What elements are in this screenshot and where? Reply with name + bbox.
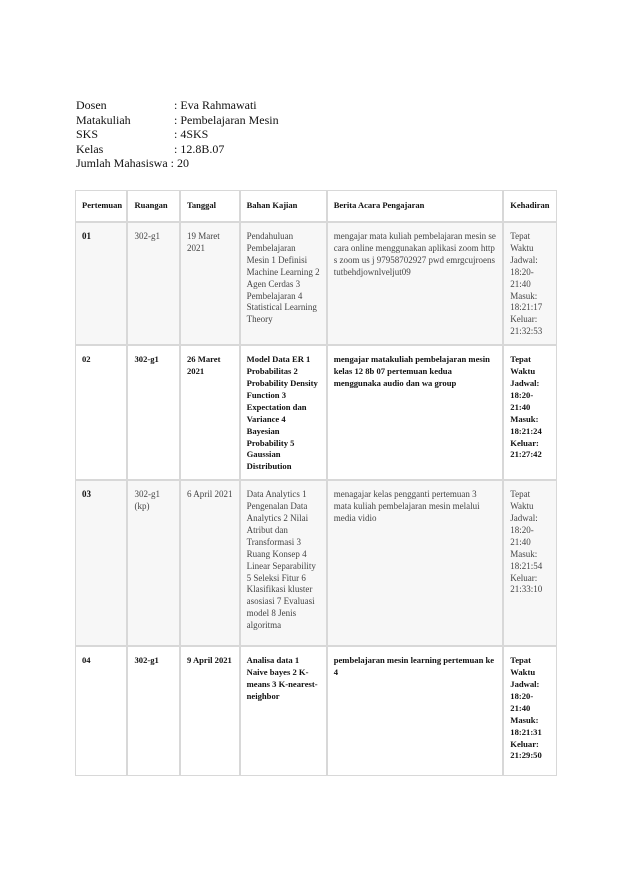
table-header-row	[75, 190, 557, 222]
info-row-sks	[76, 127, 279, 142]
table-row	[75, 646, 557, 776]
table-row	[75, 480, 557, 646]
cell-kehadiran: Tepat Waktu Jadwal: 18:20-21:40 Masuk: 18:21:17 Keluar: 21:32:53	[503, 222, 557, 345]
kelas-label: Kelas	[76, 141, 104, 156]
cell-ruangan: 302-g1	[127, 345, 179, 480]
cell-pertemuan: 04	[75, 646, 127, 776]
cell-kehadiran: Tepat Waktu Jadwal: 18:20-21:40 Masuk: 18:21:24 Keluar: 21:27:42	[503, 345, 557, 480]
cell-pertemuan: 03	[75, 480, 127, 646]
cell-berita-acara: pembelajaran mesin learning pertemuan ke 4	[327, 646, 504, 776]
column-header-berita-acara: Berita Acara Pengajaran	[327, 190, 504, 222]
attendance-table	[75, 190, 557, 776]
cell-berita-acara: menagajar kelas pengganti pertemuan 3 mata kuliah pembelajaran mesin melalui media vidio	[327, 480, 504, 646]
matakuliah-value: : Pembelajaran Mesin	[174, 112, 279, 127]
cell-kehadiran: Tepat Waktu Jadwal: 18:20-21:40 Masuk: 18:21:54 Keluar: 21:33:10	[503, 480, 557, 646]
cell-bahan-kajian: Analisa data 1 Naive bayes 2 K-means 3 K-nearest-neighbor	[240, 646, 327, 776]
cell-tanggal: 6 April 2021	[180, 480, 240, 646]
column-header-kehadiran: Kehadiran	[503, 190, 557, 222]
cell-pertemuan: 01	[75, 222, 127, 345]
table-row	[75, 345, 557, 480]
jumlah-value: : 20	[170, 156, 189, 170]
course-info-header	[76, 98, 279, 171]
column-header-bahan-kajian: Bahan Kajian	[240, 190, 327, 222]
cell-ruangan: 302-g1 (kp)	[127, 480, 179, 646]
cell-ruangan: 302-g1	[127, 646, 179, 776]
cell-bahan-kajian: Model Data ER 1 Probabilitas 2 Probability Density Function 3 Expectation dan Variance 4 Bayesian Probability 5 Gaussian Distribution	[240, 345, 327, 480]
cell-bahan-kajian: Pendahuluan Pembelajaran Mesin 1 Definisi Machine Learning 2 Agen Cerdas 3 Pembelajaran 4 Statistical Learning Theory	[240, 222, 327, 345]
info-row-jumlah	[76, 156, 279, 171]
info-row-kelas	[76, 142, 279, 157]
cell-bahan-kajian: Data Analytics 1 Pengenalan Data Analytics 2 Nilai Atribut dan Transformasi 3 Ruang Konsep 4 Linear Separability 5 Seleksi Fitur 6 Klasifikasi kluster asosiasi 7 Evaluasi model 8 Jenis algoritma	[240, 480, 327, 646]
column-header-pertemuan: Pertemuan	[75, 190, 127, 222]
table-row	[75, 222, 557, 345]
jumlah-label: Jumlah Mahasiswa	[76, 156, 168, 170]
sks-label: SKS	[76, 127, 99, 141]
cell-berita-acara: mengajar matakuliah pembelajaran mesin kelas 12 8b 07 pertemuan kedua menggunaka audio dan wa group	[327, 345, 504, 480]
cell-pertemuan: 02	[75, 345, 127, 480]
cell-kehadiran: Tepat Waktu Jadwal: 18:20-21:40 Masuk: 18:21:31 Keluar: 21:29:50	[503, 646, 557, 776]
attendance-table-wrapper	[75, 190, 557, 776]
column-header-ruangan: Ruangan	[127, 190, 179, 222]
dosen-label: Dosen	[76, 98, 107, 112]
cell-berita-acara: mengajar mata kuliah pembelajaran mesin secara online menggunakan aplikasi zoom https zoom us j 97958702927 pwd emrgcujroenstutbehdjownlveljut09	[327, 222, 504, 345]
cell-tanggal: 19 Maret 2021	[180, 222, 240, 345]
kelas-value: : 12.8B.07	[174, 141, 225, 156]
column-header-tanggal: Tanggal	[180, 190, 240, 222]
cell-tanggal: 26 Maret 2021	[180, 345, 240, 480]
sks-value: : 4SKS	[174, 127, 209, 141]
dosen-value: : Eva Rahmawati	[174, 98, 257, 112]
matakuliah-label: Matakuliah	[76, 112, 131, 127]
info-row-dosen	[76, 98, 279, 113]
cell-ruangan: 302-g1	[127, 222, 179, 345]
cell-tanggal: 9 April 2021	[180, 646, 240, 776]
info-row-matakuliah	[76, 113, 279, 128]
